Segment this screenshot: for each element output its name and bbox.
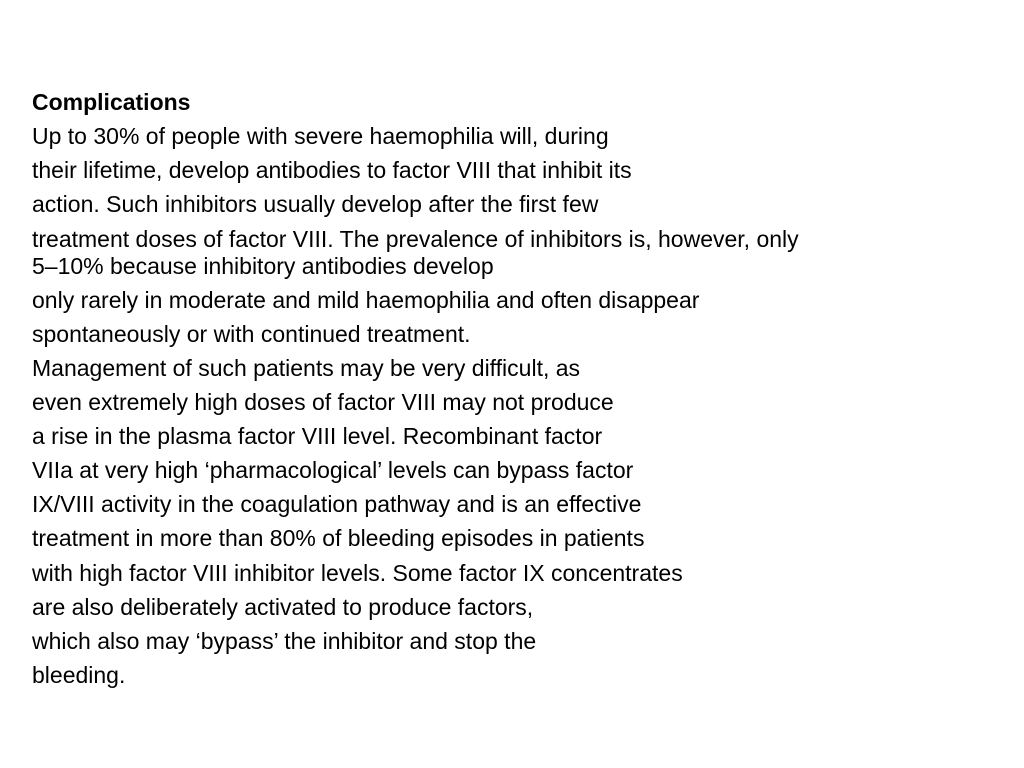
body-line: spontaneously or with continued treatment.: [32, 321, 471, 347]
body-line: only rarely in moderate and mild haemophilia and often disappear: [32, 287, 700, 313]
body-line: treatment doses of factor VIII. The prevalence of inhibitors is, however, only: [32, 226, 799, 252]
body-line: a rise in the plasma factor VIII level. Recombinant factor: [32, 423, 603, 449]
body-line: Up to 30% of people with severe haemophilia will, during: [32, 123, 609, 149]
body-line: bleeding.: [32, 662, 126, 688]
body-line: VIIa at very high ‘pharmacological’ levels can bypass factor: [32, 457, 634, 483]
body-line: their lifetime, develop antibodies to factor VIII that inhibit its: [32, 157, 632, 183]
body-line: IX/VIII activity in the coagulation pathway and is an effective: [32, 491, 642, 517]
body-line: with high factor VIII inhibitor levels. Some factor IX concentrates: [32, 560, 683, 586]
slide-title: Complications: [32, 89, 191, 115]
body-line: even extremely high doses of factor VIII may not produce: [32, 389, 614, 415]
body-line: action. Such inhibitors usually develop after the first few: [32, 191, 599, 217]
body-line: 5–10% because inhibitory antibodies develop: [32, 253, 494, 279]
body-line: are also deliberately activated to produce factors,: [32, 594, 534, 620]
body-line: treatment in more than 80% of bleeding episodes in patients: [32, 525, 645, 551]
body-line: Management of such patients may be very difficult, as: [32, 355, 581, 381]
body-line: which also may ‘bypass’ the inhibitor and stop the: [32, 628, 537, 654]
